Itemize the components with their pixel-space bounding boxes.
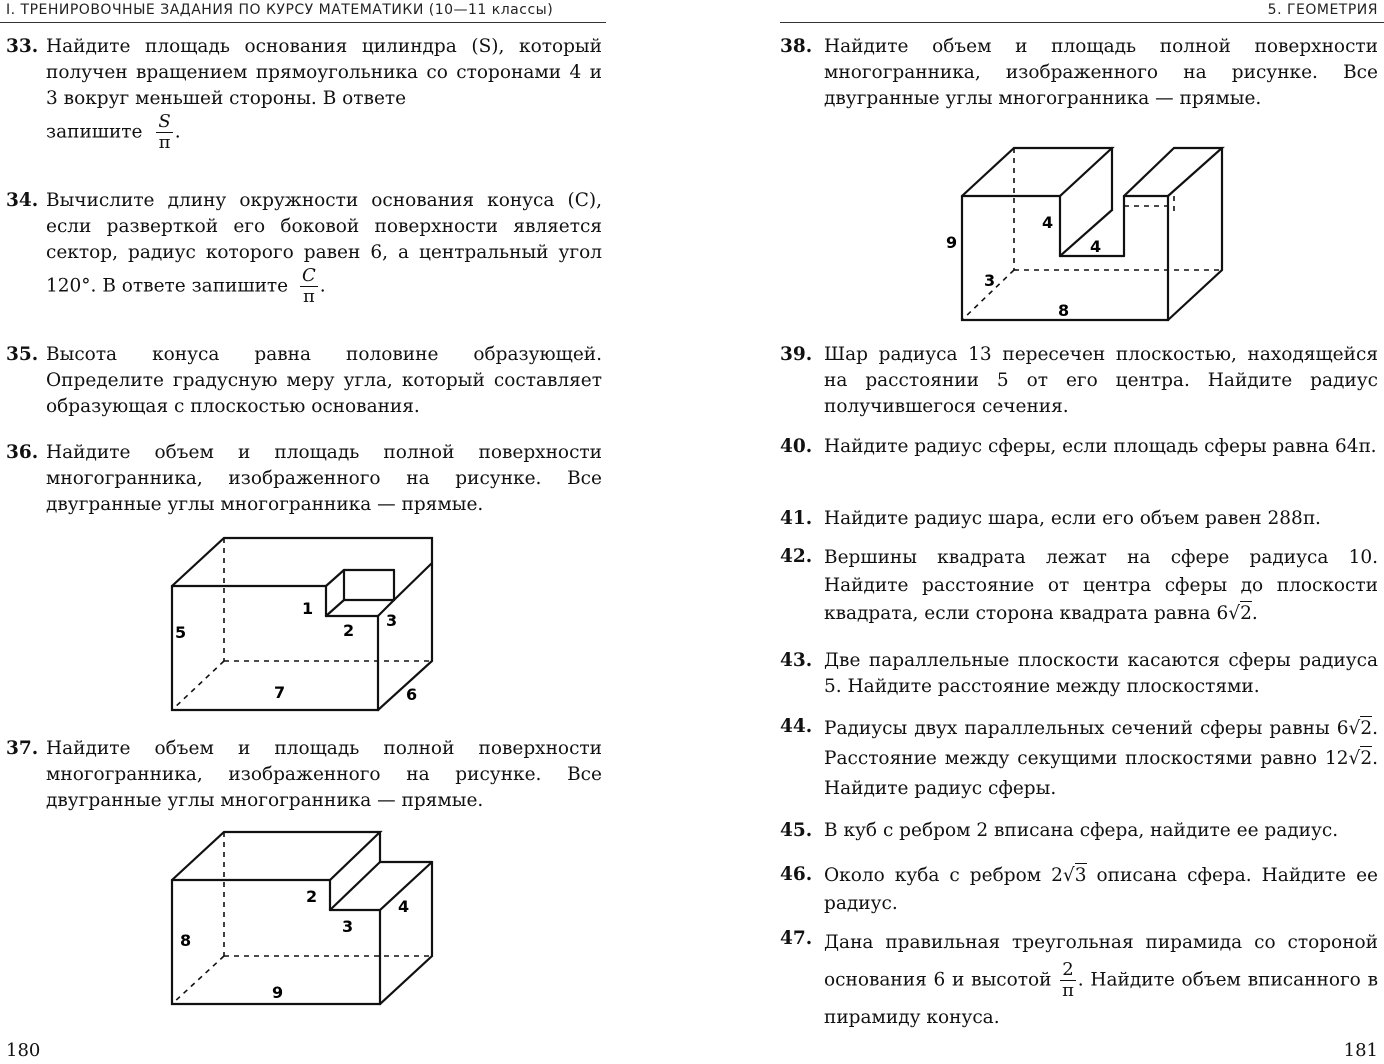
problem-body: Вершины квадрата лежат на сфере радиуса 10. Найдите расстояние от центра сферы до плоскости квадрата, если сторона квадрата равна — [824, 547, 1378, 624]
problem-38 — [780, 34, 1380, 114]
fraction — [1060, 960, 1075, 1001]
polyhedron-36-diagram — [160, 530, 450, 720]
problem-number: 39. — [780, 344, 813, 365]
edge-label: 4 — [398, 897, 410, 916]
problem-text: Около куба с ребром 2√3 описана сфера. Найдите ее радиус. — [824, 865, 1378, 914]
problem-text: Найдите объем и площадь полной поверхности многогранника, изображенного на рисунке. Все двугранные углы многогранника — прямые. — [824, 36, 1378, 109]
fraction-denominator: π — [302, 286, 315, 307]
edge-label: 9 — [946, 233, 958, 252]
problem-text: Найдите радиус шара, если его объем равен 288π. — [824, 508, 1321, 529]
problem-text: Найдите радиус сферы, если площадь сферы равна 64π. — [824, 436, 1377, 457]
figure-38 — [940, 140, 1230, 330]
problem-number: 36. — [6, 442, 39, 463]
problem-number: 37. — [6, 738, 39, 759]
left-running-header: I. ТРЕНИРОВОЧНЫЕ ЗАДАНИЯ ПО КУРСУ МАТЕМАТИКИ (10—11 классы) — [6, 2, 554, 18]
problem-35 — [6, 342, 606, 422]
polyhedron-37-diagram — [160, 826, 450, 1016]
problem-text: Найдите объем и площадь полной поверхности многогранника, изображенного на рисунке. Все двугранные углы многогранника — прямые. — [46, 442, 602, 515]
problem-43 — [780, 648, 1380, 704]
edge-label: 3 — [984, 271, 996, 290]
edge-label: 7 — [274, 683, 286, 702]
root-coefficient: 6 — [1336, 718, 1349, 739]
problem-34 — [6, 188, 606, 328]
problem-number: 38. — [780, 36, 813, 57]
problem-number: 34. — [6, 190, 39, 211]
radicand: 2 — [1360, 718, 1373, 739]
fraction — [156, 112, 172, 153]
problem-text: Шар радиуса 13 пересечен плоскостью, находящейся на расстоянии 5 от его центра. Найдите радиус получившегося сечения. — [824, 344, 1378, 417]
root-coefficient: 6 — [1216, 603, 1229, 624]
radicand: 2 — [1240, 603, 1252, 624]
fraction-denominator: π — [1062, 980, 1074, 1001]
problem-number: 43. — [780, 650, 813, 671]
fraction-denominator: π — [158, 132, 171, 153]
problem-number: 46. — [780, 864, 813, 885]
problem-body: . Найдите объем вписанного в пирамиду конуса. — [824, 969, 1378, 1028]
problem-46 — [780, 862, 1380, 918]
left-header-rule — [0, 22, 606, 23]
problem-40 — [780, 434, 1380, 490]
problem-text: Высота конуса равна половине образующей. Определите градусную меру угла, который составляет образующая с плоскостью основания. — [46, 344, 602, 417]
problem-45 — [780, 818, 1380, 846]
polyhedron-38-diagram — [940, 140, 1230, 330]
problem-text: Вычислите длину окружности основания конуса (C), если разверткой его боковой поверхности является сектор, радиус которого равен 6, а центральный угол 120°. В ответе запишите $\frac{C}{\pi}$ . — [46, 190, 602, 307]
problem-body: . Найдите радиус сферы. — [824, 748, 1378, 799]
problem-37 — [6, 736, 606, 816]
problem-body: Найдите площадь основания цилиндра (S), который получен вращением прямоугольника со сторонами 4 и 3 вокруг меньшей стороны. В ответе — [46, 36, 602, 109]
problem-text: В куб с ребром 2 вписана сфера, найдите ее радиус. — [824, 820, 1339, 841]
problem-end: . — [1251, 603, 1258, 624]
edge-label: 1 — [302, 599, 314, 618]
fraction-numerator: 2 — [1062, 959, 1074, 980]
problem-text — [824, 926, 1378, 1035]
problem-number: 45. — [780, 820, 813, 841]
fraction-numerator: C — [301, 265, 316, 286]
problem-text: Вершины квадрата лежат на сфере радиуса 10. Найдите расстояние от центра сферы до плоскости квадрата, если сторона квадрата равна 6√2. — [824, 547, 1378, 624]
problem-tail: запишите — [46, 121, 143, 143]
edge-label: 2 — [306, 887, 318, 906]
problem-number: 35. — [6, 344, 39, 365]
problem-number: 47. — [780, 928, 813, 949]
problem-33 — [6, 34, 606, 174]
problem-number: 40. — [780, 436, 813, 457]
problem-text: Радиусы двух параллельных сечений сферы равны 6√2. Расстояние между секущими плоскостями равно 12√2. Найдите радиус сферы. — [824, 718, 1378, 799]
page-number-right: 181 — [1343, 1040, 1378, 1061]
radicand: 3 — [1074, 865, 1087, 886]
problem-body: Радиусы двух параллельных сечений сферы равны — [824, 718, 1330, 739]
problem-body: . Расстояние между секущими плоскостями равно — [824, 718, 1378, 769]
problem-47 — [780, 926, 1380, 1036]
problem-text: Две параллельные плоскости касаются сферы радиуса 5. Найдите расстояние между плоскостями. — [824, 650, 1378, 697]
problem-41 — [780, 506, 1380, 534]
edge-label: 8 — [1058, 301, 1070, 320]
edge-label: 2 — [343, 621, 355, 640]
problem-number: 33. — [6, 36, 39, 57]
problem-number: 44. — [780, 716, 813, 737]
page-number-left: 180 — [6, 1040, 41, 1061]
problem-42 — [780, 544, 1380, 634]
edge-label: 5 — [175, 623, 187, 642]
root-coefficient: 12 — [1324, 748, 1349, 769]
edge-label: 4 — [1042, 213, 1054, 232]
problem-44 — [780, 714, 1380, 806]
edge-label: 3 — [342, 917, 354, 936]
right-header-rule — [780, 22, 1384, 23]
root-coefficient: 2 — [1051, 865, 1063, 886]
figure-36 — [160, 530, 450, 720]
edge-label: 3 — [386, 611, 398, 630]
fraction — [300, 266, 318, 307]
problem-text: Найдите площадь основания цилиндра (S), который получен вращением прямоугольника со сторонами 4 и 3 вокруг меньшей стороны. В ответе запишите $\frac{S}{\pi}$ . — [46, 36, 602, 153]
problem-text: Найдите объем и площадь полной поверхности многогранника, изображенного на рисунке. Все двугранные углы многогранника — прямые. — [46, 738, 602, 811]
problem-body: Около куба с ребром — [824, 865, 1042, 886]
figure-37 — [160, 826, 450, 1016]
edge-label: 6 — [406, 685, 418, 704]
edge-label: 4 — [1090, 237, 1102, 256]
problem-number: 42. — [780, 546, 813, 567]
radicand: 2 — [1360, 748, 1373, 769]
problem-body: описана сфера. Найдите ее радиус. — [824, 865, 1378, 914]
problem-36 — [6, 440, 606, 520]
right-running-header: 5. ГЕОМЕТРИЯ — [1267, 2, 1378, 18]
edge-label: 8 — [180, 931, 192, 950]
problem-body: Дана правильная треугольная пирамида со стороной основания 6 и высотой — [824, 932, 1378, 991]
problem-39 — [780, 342, 1380, 422]
fraction-numerator: S — [158, 111, 171, 132]
problem-number: 41. — [780, 508, 813, 529]
edge-label: 9 — [272, 983, 284, 1002]
problem-body: Вычислите длину окружности основания конуса (C), если разверткой его боковой поверхности является сектор, радиус которого равен 6, а центральный угол 120°. В ответе запишите — [46, 190, 602, 297]
